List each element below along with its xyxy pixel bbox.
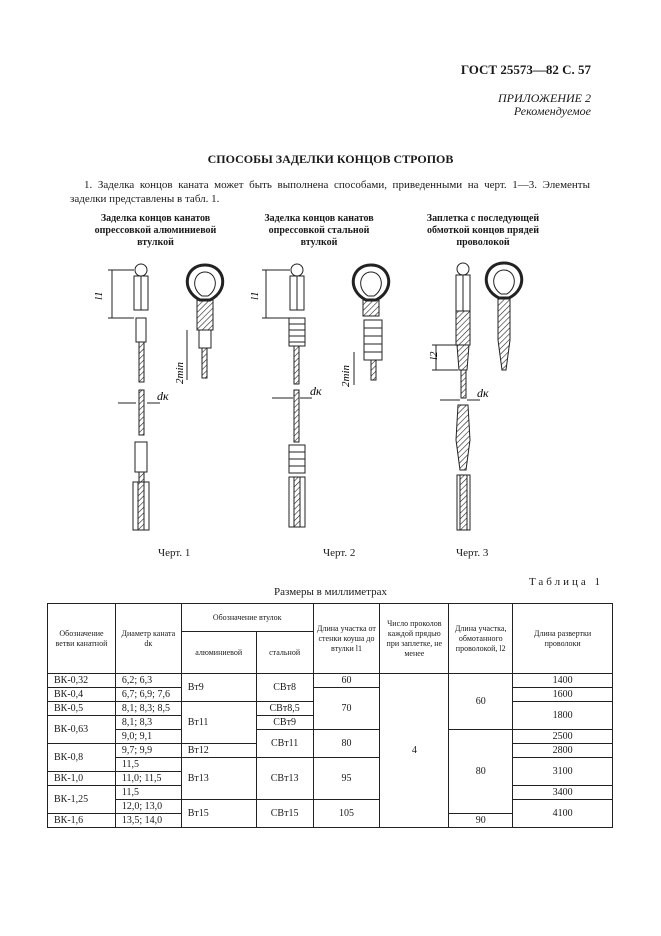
fig3-d-label: dк [477, 386, 489, 400]
table-cell: Вт11 [181, 702, 256, 744]
table-row [48, 730, 613, 744]
table-units: Размеры в миллиметрах [274, 586, 387, 598]
table-row [48, 688, 613, 702]
table-cell: 3100 [513, 758, 613, 786]
figure-2-label: Черт. 2 [323, 547, 356, 559]
table-cell: 8,1; 8,3; 8,5 [115, 702, 181, 716]
table-cell: 6,7; 6,9; 7,6 [115, 688, 181, 702]
table-cell: 4100 [513, 800, 613, 828]
table-cell: 1600 [513, 688, 613, 702]
fig1-l-label: l1 [93, 291, 105, 300]
table-cell: ВК-0,63 [48, 716, 116, 744]
table-cell: 105 [313, 800, 380, 828]
table-cell: ВК-0,5 [48, 702, 116, 716]
figure-2-drawing [262, 264, 389, 527]
figure-3-label: Черт. 3 [456, 547, 489, 559]
col-steel: стальной [256, 632, 313, 674]
table-cell: СВт8,5 [256, 702, 313, 716]
table-cell: СВт9 [256, 716, 313, 730]
table-cell: 2500 [513, 730, 613, 744]
table-cell: СВт11 [256, 730, 313, 758]
table-cell: 11,5 [115, 786, 181, 800]
table-cell: 11,5 [115, 758, 181, 772]
table-cell: 6,2; 6,3 [115, 674, 181, 688]
col-strands: Число проколов каждой прядью при заплетке, не менее [380, 604, 449, 674]
table-row [48, 674, 613, 688]
table-cell: 80 [313, 730, 380, 758]
table-cell: 12,0; 13,0 [115, 800, 181, 814]
table-cell: ВК-1,6 [48, 814, 116, 828]
table-cell: Вт12 [181, 744, 256, 758]
figure-1-caption: Заделка концов канатов опрессовкой алюминиевой втулкой [94, 213, 217, 248]
fig3-l-label: l2 [428, 351, 440, 360]
table-cell: 9,7; 9,9 [115, 744, 181, 758]
table-cell: 60 [313, 674, 380, 688]
table-cell: 11,0; 11,5 [115, 772, 181, 786]
table-cell: 13,5; 14,0 [115, 814, 181, 828]
col-l2: Длина участка, обмотанного проволокой, l2 [449, 604, 513, 674]
figure-2-caption: Заделка концов канатов опрессовкой стальной втулкой [264, 213, 374, 248]
table-cell: ВК-0,8 [48, 744, 116, 772]
table-cell: 2800 [513, 744, 613, 758]
table-cell: Вт15 [181, 800, 256, 828]
table-cell: СВт15 [256, 800, 313, 828]
col-length: Длина развертки проволоки [513, 604, 613, 674]
table-cell: Вт13 [181, 758, 256, 800]
table-cell: 8,1; 8,3 [115, 716, 181, 730]
table-cell: СВт13 [256, 758, 313, 800]
table-cell: ВК-0,4 [48, 688, 116, 702]
table-cell: ВК-1,0 [48, 772, 116, 786]
table-cell: ВК-1,25 [48, 786, 116, 814]
fig2-min-label: 2min [340, 365, 352, 387]
figure-1-label: Черт. 1 [158, 547, 191, 559]
table-cell: 80 [449, 730, 513, 814]
appendix-label: ПРИЛОЖЕНИЕ 2 [498, 91, 591, 105]
section-title: СПОСОБЫ ЗАДЕЛКИ КОНЦОВ СТРОПОВ [207, 152, 454, 166]
table-cell: 60 [449, 674, 513, 730]
table-cell: 3400 [513, 786, 613, 800]
table-cell: 70 [313, 688, 380, 730]
figure-3-caption: Заплетка с последующей обмоткой концов прядей проволокой [426, 213, 540, 248]
table-cell: СВт8 [256, 674, 313, 702]
col-l1: Длина участка от стенки коуша до втулки l1 [313, 604, 380, 674]
table-header-row [48, 604, 613, 632]
table-cell: 90 [449, 814, 513, 828]
col-bush: Обозначение втулок [181, 604, 313, 632]
page-header: ГОСТ 25573—82 С. 57 [460, 62, 591, 77]
table-cell: 9,0; 9,1 [115, 730, 181, 744]
table-cell: Вт9 [181, 674, 256, 702]
table-number: Таблица 1 [528, 576, 603, 588]
table-cell: 1400 [513, 674, 613, 688]
fig2-l-label: l1 [249, 291, 261, 300]
col-designation: Обозначение ветви канатной [48, 604, 116, 674]
table-cell: ВК-0,32 [48, 674, 116, 688]
col-diameter: Диаметр каната dк [115, 604, 181, 674]
table-cell: 1800 [513, 702, 613, 730]
table-row [48, 800, 613, 814]
fig1-d-label: dк [157, 389, 169, 403]
appendix-status: Рекомендуемое [513, 104, 591, 118]
intro-paragraph: 1. Заделка концов каната может быть выполнена способами, приведенными на черт. 1—3. Элементы заделки представлены в табл. 1. [70, 179, 590, 205]
dimensions-table [47, 603, 613, 828]
fig1-min-label: 2min [174, 362, 186, 384]
table-row [48, 758, 613, 772]
table-cell: 4 [380, 674, 449, 828]
col-alu: алюминиевой [181, 632, 256, 674]
fig2-d-label: dк [310, 384, 322, 398]
table-cell: 95 [313, 758, 380, 800]
